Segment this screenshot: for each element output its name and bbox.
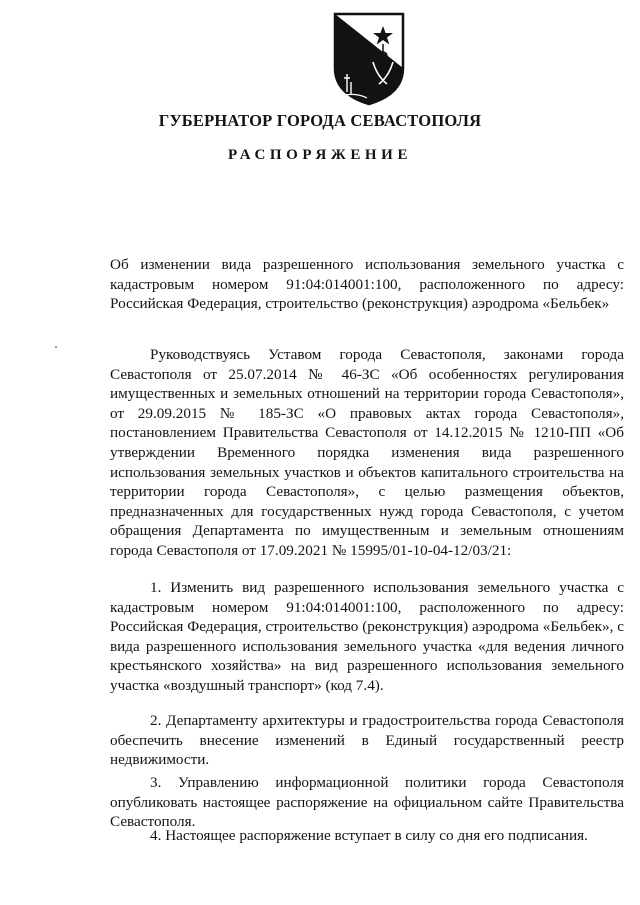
order-item-2: 2. Департаменту архитектуры и градостроительства города Севастополя обеспечить внесение изменений в Единый государственный реестр недвижимости. — [110, 712, 624, 769]
scan-speck — [55, 346, 57, 348]
order-subject: Об изменении вида разрешенного использования земельного участка с кадастровым номером 91:04:014001:100, расположенного по адресу: Российская Федерация, строительство (реконструкция) аэродрома «Бельбек» — [110, 256, 624, 313]
order-item-3: 3. Управлению информационной политики города Севастополя опубликовать настоящее распоряжение на официальном сайте Правительства Севастополя. — [110, 774, 624, 831]
document-type: РАСПОРЯЖЕНИЕ — [227, 147, 413, 163]
legal-basis-paragraph: Руководствуясь Уставом города Севастополя, законами города Севастополя от 25.07.2014 № 46-ЗС «Об особенностях регулирования имущественных и земельных отношений на территории города Севастополя», от 29.09.2015 № 185-ЗС «О правовых актах города Севастополя», постановлением Правительства Севастополя от 14.12.2015 № 1210-ПП «Об утверждении Временного порядка изменения вида разрешенного использования земельных участков и объектов капитального строительства на территории города Севастополя», с целью размещения объектов, предназначенных для государственных нужд города Севастополя, с учетом обращения Департамента по имущественным и земельным отношениям города Севастополя от 17.09.2021 № 15995/01-10-04-12/03/21: — [110, 346, 624, 559]
order-item-1: 1. Изменить вид разрешенного использования земельного участка с кадастровым номером 91:04:014001:100, расположенного по адресу: Российская Федерация, строительство (реконструкция) аэродрома «Бельбек», с вида разрешенного использования земельного участка «для ведения личного крестьянского хозяйства» на вид разрешенного использования земельного участка «воздушный транспорт» (код 7.4). — [110, 579, 624, 694]
sevastopol-coat-of-arms-icon — [333, 12, 405, 106]
governor-title: ГУБЕРНАТОР ГОРОДА СЕВАСТОПОЛЯ — [158, 111, 482, 130]
order-item-4: 4. Настоящее распоряжение вступает в силу со дня его подписания. — [150, 827, 588, 844]
